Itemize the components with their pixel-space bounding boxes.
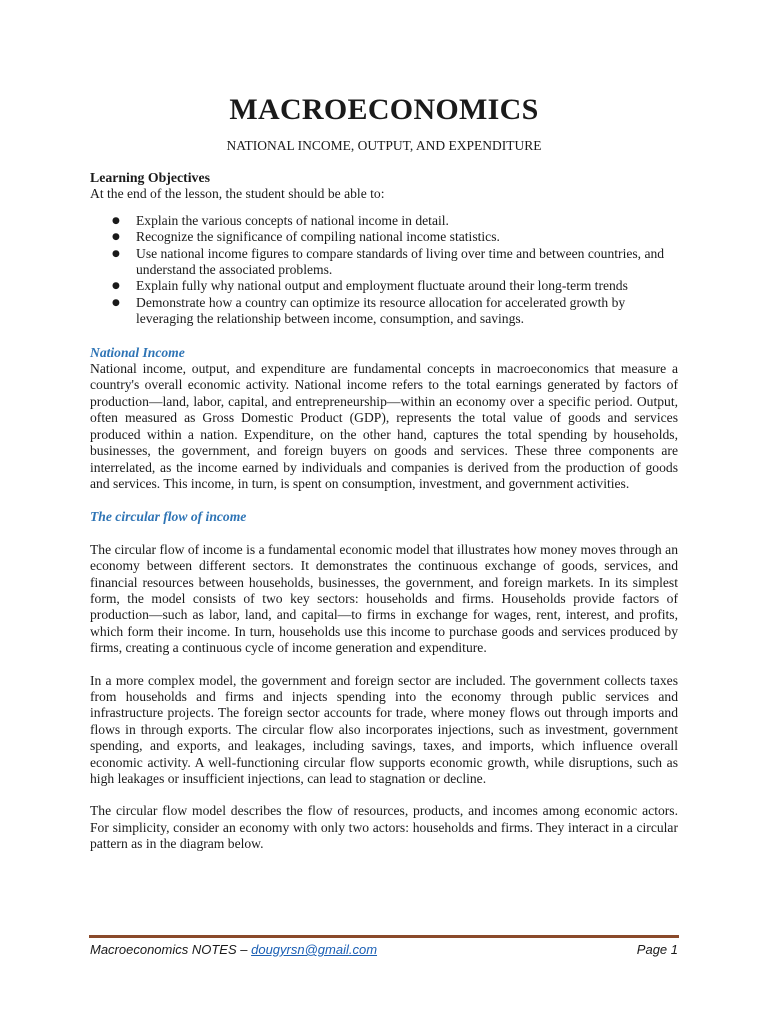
circular-flow-paragraph: The circular flow of income is a fundamental economic model that illustrates how money moves through an economy between different sectors. It demonstrates the continuous exchange of goods, services, and financial resources between households, businesses, the government, and foreign markets. In its simplest form, the model consists of two key sectors: households and firms. Households provide factors of production—such as labor, land, and capital—to firms in exchange for wages, rent, interest, and profits, which form their income. In turn, households use this income to purchase goods and services produced by firms, creating a continuous cycle of income generation and expenditure. bbox=[90, 541, 678, 656]
spacer bbox=[90, 787, 678, 803]
learning-objectives-list bbox=[90, 213, 678, 328]
list-item: ● Recognize the significance of compiling national income statistics. bbox=[136, 229, 678, 245]
list-item: ● Demonstrate how a country can optimize its resource allocation for accelerated growth by leveraging the relationship between income, consumption, and savings. bbox=[136, 295, 678, 328]
list-item: ● Explain fully why national output and employment fluctuate around their long-term trends bbox=[136, 278, 678, 294]
learning-objectives-intro: At the end of the lesson, the student should be able to: bbox=[90, 186, 385, 202]
footer-notes bbox=[90, 941, 377, 959]
spacer bbox=[90, 328, 678, 345]
footer-divider bbox=[89, 935, 679, 938]
footer-page-number: Page 1 bbox=[636, 942, 678, 957]
document-subtitle: NATIONAL INCOME, OUTPUT, AND EXPENDITURE bbox=[226, 138, 542, 153]
list-item: ● Explain the various concepts of national income in detail. bbox=[136, 213, 678, 229]
circular-flow-paragraph: In a more complex model, the government and foreign sector are included. The government collects taxes from households and firms and injects spending into the economy through public services and infrastructure projects. The foreign sector accounts for trade, where money flows out through imports and flows in through exports. The circular flow also incorporates injections, such as investment, government spending, and exports, and leakages, including savings, taxes, and imports, which influence overall economic activity. A well-functioning circular flow supports economic growth, while disruptions, such as high leakages or insufficient injections, can lead to stagnation or decline. bbox=[90, 672, 678, 786]
national-income-heading: National Income bbox=[90, 344, 185, 360]
spacer bbox=[90, 526, 678, 542]
document-title: MACROECONOMICS bbox=[229, 93, 539, 126]
circular-flow-paragraph: The circular flow model describes the flow of resources, products, and incomes among economic actors. For simplicity, consider an economy with only two actors: households and firms. They interact in a circular pattern as in the diagram below. bbox=[90, 803, 678, 852]
document-body bbox=[90, 170, 678, 853]
footer-email-link[interactable]: dougyrsn@gmail.com bbox=[251, 942, 378, 957]
spacer bbox=[90, 657, 678, 673]
list-item: ● Use national income figures to compare standards of living over time and between countries, and understand the associated problems. bbox=[136, 246, 678, 279]
circular-flow-heading: The circular flow of income bbox=[90, 509, 247, 525]
spacer bbox=[90, 492, 678, 509]
footer-notes-label: Macroeconomics NOTES – bbox=[90, 942, 252, 957]
national-income-paragraph: National income, output, and expenditure are fundamental concepts in macroeconomics that measure a country's overall economic activity. National income refers to the total earnings generated by factors of production—land, labor, capital, and entrepreneurship—within an economy over a specific period. Output, often measured as Gross Domestic Product (GDP), represents the total value of goods and services produced within a nation. Expenditure, on the other hand, captures the total spending by households, businesses, the government, and foreign buyers on goods and services. These three components are interrelated, as the income earned by individuals and companies is derived from the production of goods and services. This income, in turn, is spent on consumption, investment, and government activities. bbox=[90, 361, 678, 491]
learning-objectives-heading: Learning Objectives bbox=[90, 170, 210, 185]
